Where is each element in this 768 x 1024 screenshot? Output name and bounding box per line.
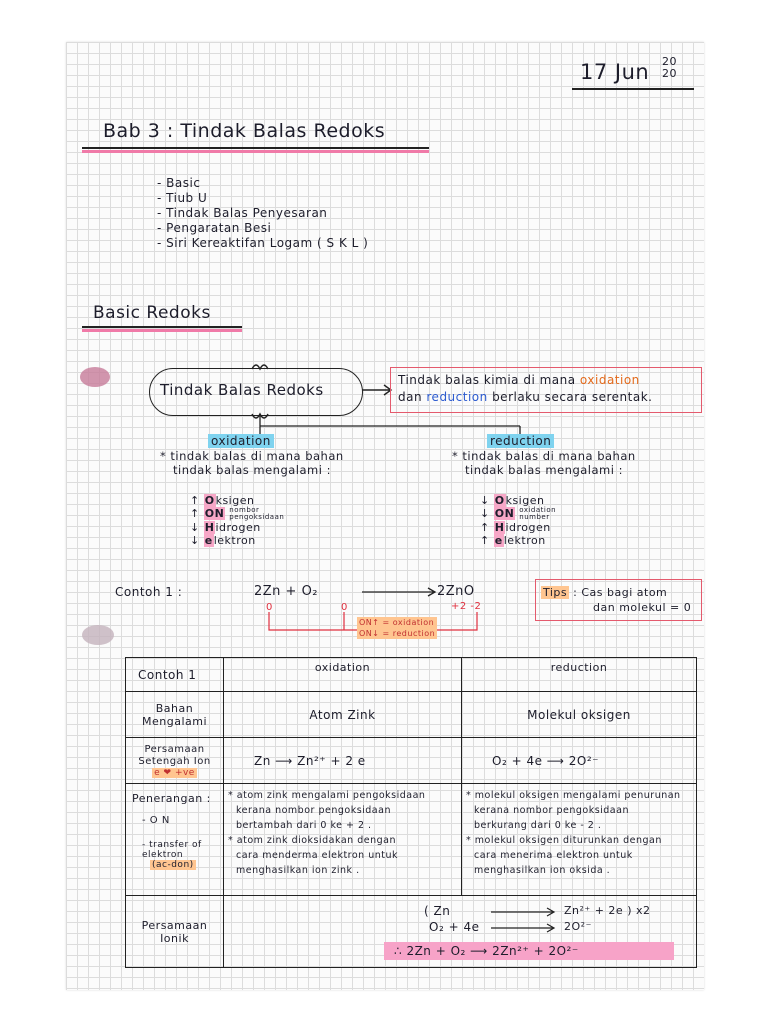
marker-blob	[80, 367, 110, 387]
date-year: 20 20	[662, 55, 677, 80]
table-cell: Bahan Mengalami	[126, 692, 224, 738]
list-item: ↓ Hidrogen	[190, 521, 261, 534]
table-row	[126, 738, 697, 784]
on-notes: ON↑ = oxidation ON↓ = reduction	[359, 618, 436, 638]
list-item: ↑ Oksigen	[190, 494, 255, 507]
marker-blob	[82, 625, 114, 645]
definition-text: Tindak balas kimia di mana oxidation dan reduction berlaku secara serentak.	[398, 373, 653, 404]
tips-text: Tips : Cas bagi atom dan molekul = 0	[543, 586, 692, 614]
table-header-cell: Contoh 1	[126, 658, 224, 692]
table-header-cell: reduction	[462, 658, 697, 692]
section-underline-black	[82, 326, 242, 328]
oxidation-label: oxidation	[208, 434, 274, 448]
list-item: ↑ elektron	[480, 534, 546, 547]
title-underline-black	[82, 147, 429, 149]
ox-number-product: +2 -2	[451, 601, 482, 612]
final-equation: ∴ 2Zn + O₂ ⟶ 2Zn²⁺ + 2O²⁻	[384, 942, 674, 960]
example-equation-left: 2Zn + O₂	[254, 584, 319, 599]
topic-item: - Siri Kereaktifan Logam ( S K L )	[157, 236, 369, 250]
ox-number-zn: 0	[266, 602, 273, 613]
table-cell: O₂ + 4e ⟶ 2O²⁻	[462, 738, 697, 784]
section-underline-pink	[82, 329, 242, 332]
list-item: ↓ elektron	[190, 534, 256, 547]
table-cell: Penerangan : - O N - transfer of elektron (ac-don)	[126, 784, 224, 896]
page-title: Bab 3 : Tindak Balas Redoks	[103, 120, 386, 142]
table-header-row	[126, 658, 697, 692]
topic-item: - Tindak Balas Penyesaran	[157, 206, 328, 220]
list-item: ↑ Hidrogen	[480, 521, 551, 534]
table-row	[126, 896, 697, 968]
table-cell: Molekul oksigen	[462, 692, 697, 738]
table-cell: * molekul oksigen mengalami penurunan kerana nombor pengoksidaan berkurang dari 0 ke - 2 . * molekul oksigen diturunkan dengan cara menerima elektron untuk menghasilkan ion oksida .	[462, 784, 697, 896]
reduction-label: reduction	[487, 434, 554, 448]
table-cell: * atom zink mengalami pengoksidaan kerana nombor pengoksidaan bertambah dari 0 ke + 2 . * atom zink dioksidakan dengan cara menderma elektron untuk menghasilkan ion zink .	[224, 784, 462, 896]
reduction-list	[480, 494, 579, 547]
table-cell: Atom Zink	[224, 692, 462, 738]
comparison-table	[125, 657, 697, 968]
date-underline	[572, 88, 694, 90]
table-row	[126, 692, 697, 738]
ox-number-o2: 0	[341, 602, 348, 613]
topic-item: - Basic	[157, 176, 201, 190]
table-cell: ( Zn Zn²⁺ + 2e ) x2 O₂ + 4e 2O²⁻ ∴ 2Zn + O₂ ⟶ 2Zn²⁺ + 2O²⁻	[224, 896, 697, 968]
oxidation-desc: * tindak balas di mana bahan tindak balas mengalami :	[160, 449, 344, 477]
reaction-arrow-icon	[360, 585, 440, 599]
bubble-label: Tindak Balas Redoks	[160, 381, 324, 399]
section-title: Basic Redoks	[93, 303, 211, 323]
topic-item: - Tiub U	[157, 191, 208, 205]
table-cell: Persamaan Ionik	[126, 896, 224, 968]
example-label: Contoh 1 :	[115, 585, 183, 599]
table-header-cell: oxidation	[224, 658, 462, 692]
table-cell: Zn ⟶ Zn²⁺ + 2 e	[224, 738, 462, 784]
reduction-desc: * tindak balas di mana bahan tindak balas mengalami :	[452, 449, 636, 477]
table-row	[126, 784, 697, 896]
topic-item: - Pengaratan Besi	[157, 221, 272, 235]
list-item: ↑ ON nombor pengoksidaan	[190, 506, 285, 521]
branch-connector	[230, 414, 530, 442]
title-underline-pink	[82, 150, 429, 153]
date-day: 17 Jun	[580, 60, 650, 84]
topic-list	[157, 176, 368, 251]
list-item: ↓ ON oxidation number	[480, 506, 557, 521]
example-equation-right: 2ZnO	[437, 584, 475, 599]
list-item: ↓ Oksigen	[480, 494, 545, 507]
table-cell: Persamaan Setengah Ion e ❤ +ve	[126, 738, 224, 784]
oxidation-list	[190, 494, 299, 547]
ionic-arrows-icon	[489, 906, 559, 938]
